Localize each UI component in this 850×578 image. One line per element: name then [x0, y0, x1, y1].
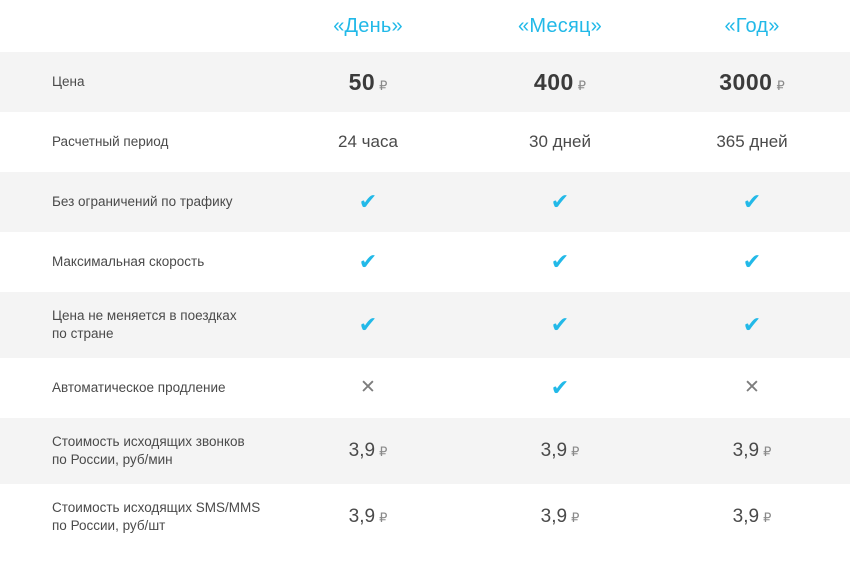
price-amount: 3000 — [719, 68, 773, 95]
check-icon: ✔ — [358, 311, 378, 337]
row-label-line-2: по России, руб/мин — [52, 452, 173, 467]
mark-cell-day — [272, 311, 464, 337]
price-cell-day — [272, 69, 464, 96]
mark-cell-month — [464, 188, 656, 214]
row-label — [22, 499, 272, 535]
plan-title: «Месяц» — [518, 14, 602, 37]
price-cell-year — [656, 440, 848, 462]
price-amount: 3,9 — [540, 506, 568, 527]
table-row-outgoing-sms-cost — [0, 484, 850, 550]
price-cell-month — [464, 440, 656, 462]
row-label-line-2: по России, руб/шт — [52, 518, 166, 533]
currency-symbol: ₽ — [379, 510, 388, 525]
price-amount: 3,9 — [348, 506, 376, 527]
mark-cell-year — [656, 378, 848, 398]
plan-column-month — [464, 15, 656, 38]
check-icon: ✔ — [550, 374, 570, 400]
mark-cell-day — [272, 248, 464, 274]
check-icon: ✔ — [742, 188, 762, 214]
price-amount: 50 — [348, 68, 376, 95]
check-icon: ✔ — [550, 188, 570, 214]
cross-icon: ✕ — [744, 377, 760, 398]
plan-title: «День» — [333, 14, 403, 37]
row-label-line-1: Стоимость исходящих SMS/MMS — [52, 499, 261, 515]
currency-symbol: ₽ — [379, 77, 388, 93]
currency-symbol: ₽ — [571, 510, 580, 525]
check-icon: ✔ — [358, 248, 378, 274]
table-row-price — [0, 52, 850, 112]
row-label-line-1: Стоимость исходящих звонков — [52, 433, 245, 449]
mark-cell-month — [464, 311, 656, 337]
period-value: 365 дней — [716, 132, 788, 151]
mark-cell-day — [272, 378, 464, 398]
cross-icon: ✕ — [360, 377, 376, 398]
price-cell-day — [272, 506, 464, 528]
currency-symbol: ₽ — [571, 444, 580, 459]
check-icon: ✔ — [550, 311, 570, 337]
currency-symbol: ₽ — [577, 77, 587, 93]
currency-symbol: ₽ — [776, 77, 785, 93]
period-value: 30 дней — [529, 132, 591, 151]
row-label-line-1: Цена не меняется в поездках — [52, 307, 237, 323]
plan-column-day — [272, 15, 464, 38]
mark-cell-year — [656, 188, 848, 214]
table-header-row — [0, 0, 850, 52]
mark-cell-year — [656, 311, 848, 337]
period-cell-year — [656, 132, 848, 152]
row-label: Максимальная скорость — [52, 253, 205, 269]
period-cell-month — [464, 132, 656, 152]
check-icon: ✔ — [742, 248, 762, 274]
price-cell-year — [656, 506, 848, 528]
mark-cell-year — [656, 248, 848, 274]
price-amount: 3,9 — [732, 440, 760, 461]
row-label: Цена — [52, 73, 85, 89]
table-row-unlimited-traffic — [0, 172, 850, 232]
currency-symbol: ₽ — [763, 510, 772, 525]
table-row-billing-period — [0, 112, 850, 172]
row-label — [22, 433, 272, 469]
mark-cell-month — [464, 248, 656, 274]
price-amount: 3,9 — [732, 506, 760, 527]
currency-symbol: ₽ — [379, 444, 388, 459]
currency-symbol: ₽ — [763, 444, 772, 459]
table-row-auto-renewal — [0, 358, 850, 418]
table-row-outgoing-calls-cost — [0, 418, 850, 484]
row-label: Без ограничений по трафику — [52, 193, 233, 209]
table-row-max-speed — [0, 232, 850, 292]
mark-cell-day — [272, 188, 464, 214]
period-value: 24 часа — [338, 132, 398, 151]
check-icon: ✔ — [742, 311, 762, 337]
price-cell-month — [464, 506, 656, 528]
mark-cell-month — [464, 374, 656, 400]
plan-title: «Год» — [724, 14, 780, 37]
period-cell-day — [272, 132, 464, 152]
table-row-price-fixed-travel — [0, 292, 850, 358]
row-label: Расчетный период — [52, 133, 169, 149]
check-icon: ✔ — [358, 188, 378, 214]
row-label — [22, 307, 272, 343]
price-cell-month — [464, 69, 656, 96]
price-cell-day — [272, 440, 464, 462]
plan-column-year — [656, 15, 848, 38]
row-label-line-2: по стране — [52, 326, 114, 341]
check-icon: ✔ — [550, 248, 570, 274]
price-cell-year — [656, 69, 848, 96]
price-amount: 3,9 — [540, 440, 568, 461]
price-amount: 3,9 — [348, 440, 376, 461]
price-amount: 400 — [533, 68, 574, 95]
row-label: Автоматическое продление — [52, 379, 226, 395]
